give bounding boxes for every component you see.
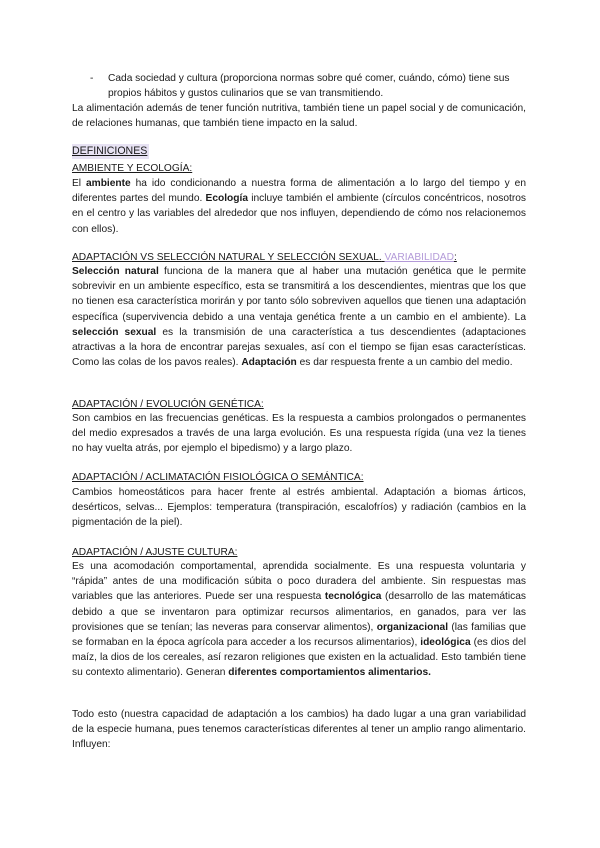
paragraph-seleccion: Selección natural funciona de la manera que al haber una mutación genética que le permite sobrevivir en un ambiente específico, esta se transmitirá a los descendientes, mientras que los que no tienen esa característica morirán y por tanto sólo sobreviven aquellos que tienen una adaptación específica (supervivencia debido a una ventaja genética frente a un cambio en el ambiente). La selección sexual es la transmisión de una característica a tus descendientes (adaptaciones atractivas a la hora de encontrar parejas sexuales, así con el tiempo se fijan esas características. Como las colas de los pavos reales). Adaptación es dar respuesta frente a un cambio del medio. [72, 266, 526, 369]
definitions-title: DEFINICIONES [72, 145, 148, 157]
bullet-marker: - [90, 73, 94, 84]
section-heading-aclimatacion: ADAPTACIÓN / ACLIMATACIÓN FISIOLÓGICA O SEMÁNTICA: [72, 472, 364, 483]
section-heading-ajuste-cultura: ADAPTACIÓN / AJUSTE CULTURA: [72, 547, 238, 558]
section-heading-ambiente: AMBIENTE Y ECOLOGÍA: [72, 163, 193, 174]
variabilidad-highlight: VARIABILIDAD [384, 252, 454, 263]
paragraph-evolucion-genetica: Son cambios en las frecuencias genéticas. Es la respuesta a cambios prolongados o permanentes del medio expresados a través de una larga evolución. Es una respuesta rígida (una vez la tienes no hay vuelta atrás, por ejemplo el bipedismo) y a largo plazo. [72, 413, 526, 455]
section-heading-evolucion-genetica: ADAPTACIÓN / EVOLUCIÓN GENÉTICA: [72, 399, 264, 410]
section-heading-adaptacion-seleccion: ADAPTACIÓN VS SELECCIÓN NATURAL Y SELECCIÓN SEXUAL. VARIABILIDAD: [72, 252, 457, 263]
closing-paragraph: Todo esto (nuestra capacidad de adaptación a los cambios) ha dado lugar a una gran variabilidad de la especie humana, pues tenemos características diferentes al tener un amplio rango alimentario. Influyen: [72, 709, 526, 751]
bullet-text: Cada sociedad y cultura (proporciona normas sobre qué comer, cuándo, cómo) tiene sus propios hábitos y gustos culinarios que se van transmitiendo. [108, 73, 510, 100]
intro-paragraph: La alimentación además de tener función nutritiva, también tiene un papel social y de comunicación, de relaciones humanas, que también tiene impacto en la salud. [72, 103, 526, 130]
paragraph-aclimatacion: Cambios homeostáticos para hacer frente al estrés ambiental. Adaptación a biomas árticos, desérticos, selvas... Ejemplos: temperatura (transpiración, escalofríos) y radiación (cambios en la pigmentación de la piel). [72, 487, 526, 529]
paragraph-ambiente: El ambiente ha ido condicionando a nuestra forma de alimentación a lo largo del tiempo y en diferentes partes del mundo. Ecología incluye también el ambiente (círculos concéntricos, nosotros en el centro y las variables del alrededor que nos influyen, dependiendo de cómo nos relacionemos con ellos). [72, 178, 526, 235]
paragraph-ajuste-cultura: Es una acomodación comportamental, aprendida socialmente. Es una respuesta voluntaria y “rápida” antes de una modificación súbita o poco duradera del ambiente. Sin respuestas mas variables que las anteriores. Puede ser una respuesta tecnológica (desarrollo de las matemáticas debido a que se inventaron para optimizar recursos alimentarios, en ganados, para ver las provisiones que se tenían; las neveras para conservar alimentos), organizacional (las familias que se formaban en la época agrícola para acceder a los recursos alimentarios), ideológica (es dios del maíz, la dios de los cereales, así rezaron religiones que existen en la actualidad. Esto también tiene su contexto alimentario). Generan diferentes comportamientos alimentarios. [72, 561, 527, 679]
